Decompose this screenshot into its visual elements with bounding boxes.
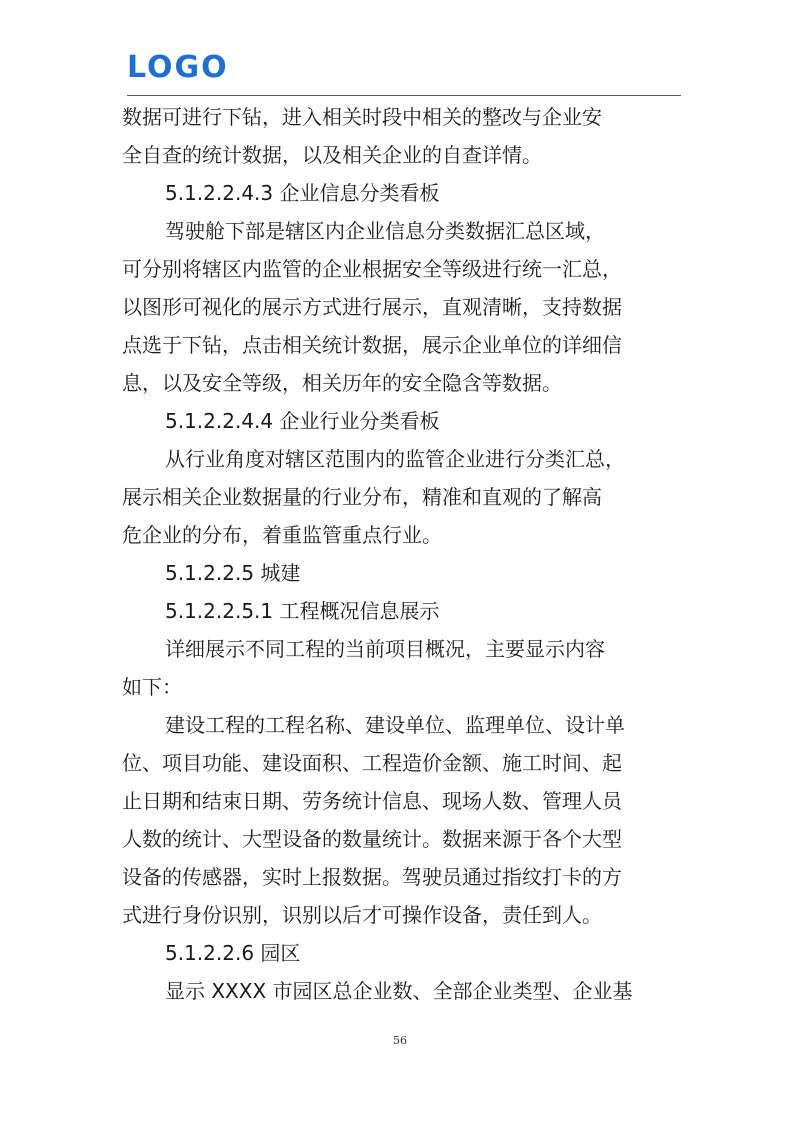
paragraph-line: 展示相关企业数据量的行业分布，精准和直观的了解高 [122,485,602,509]
document-body [122,98,692,1010]
section-heading: 5.1.2.2.4.4 企业行业分类看板 [165,409,440,433]
company-logo: LOGO [127,50,229,85]
paragraph-line: 从行业角度对辖区范围内的监管企业进行分类汇总， [165,447,625,471]
paragraph-line: 以图形可视化的展示方式进行展示，直观清晰，支持数据 [122,295,622,319]
header-divider [127,95,681,96]
paragraph-line: 点选于下钻，点击相关统计数据，展示企业单位的详细信 [122,333,622,357]
section-heading: 5.1.2.2.5.1 工程概况信息展示 [165,599,440,623]
paragraph-line: 详细展示不同工程的当前项目概况，主要显示内容 [165,637,605,661]
paragraph-line: 位、项目功能、建设面积、工程造价金额、施工时间、起 [122,751,622,775]
paragraph-line: 可分别将辖区内监管的企业根据安全等级进行统一汇总， [122,257,622,281]
paragraph-line: 驾驶舱下部是辖区内企业信息分类数据汇总区域， [165,219,605,243]
paragraph-line: 人数的统计、大型设备的数量统计。数据来源于各个大型 [122,827,622,851]
paragraph-line: 全自查的统计数据，以及相关企业的自查详情。 [122,143,542,167]
paragraph-line: 如下： [122,675,182,699]
paragraph-line: 设备的传感器，实时上报数据。驾驶员通过指纹打卡的方 [122,865,622,889]
section-heading: 5.1.2.2.6 园区 [165,941,301,965]
paragraph-line: 止日期和结束日期、劳务统计信息、现场人数、管理人员 [122,789,622,813]
section-heading: 5.1.2.2.5 城建 [165,561,301,585]
paragraph-line: 显示 XXXX 市园区总企业数、全部企业类型、企业基 [165,979,633,1003]
paragraph-line: 建设工程的工程名称、建设单位、监理单位、设计单 [165,713,625,737]
paragraph-line: 数据可进行下钻，进入相关时段中相关的整改与企业安 [122,105,602,129]
paragraph-line: 息，以及安全等级，相关历年的安全隐含等数据。 [122,371,562,395]
paragraph-line: 危企业的分布，着重监管重点行业。 [122,523,442,547]
paragraph-line: 式进行身份识别，识别以后才可操作设备，责任到人。 [122,903,602,927]
page-number: 56 [393,1034,407,1047]
section-heading: 5.1.2.2.4.3 企业信息分类看板 [165,181,440,205]
